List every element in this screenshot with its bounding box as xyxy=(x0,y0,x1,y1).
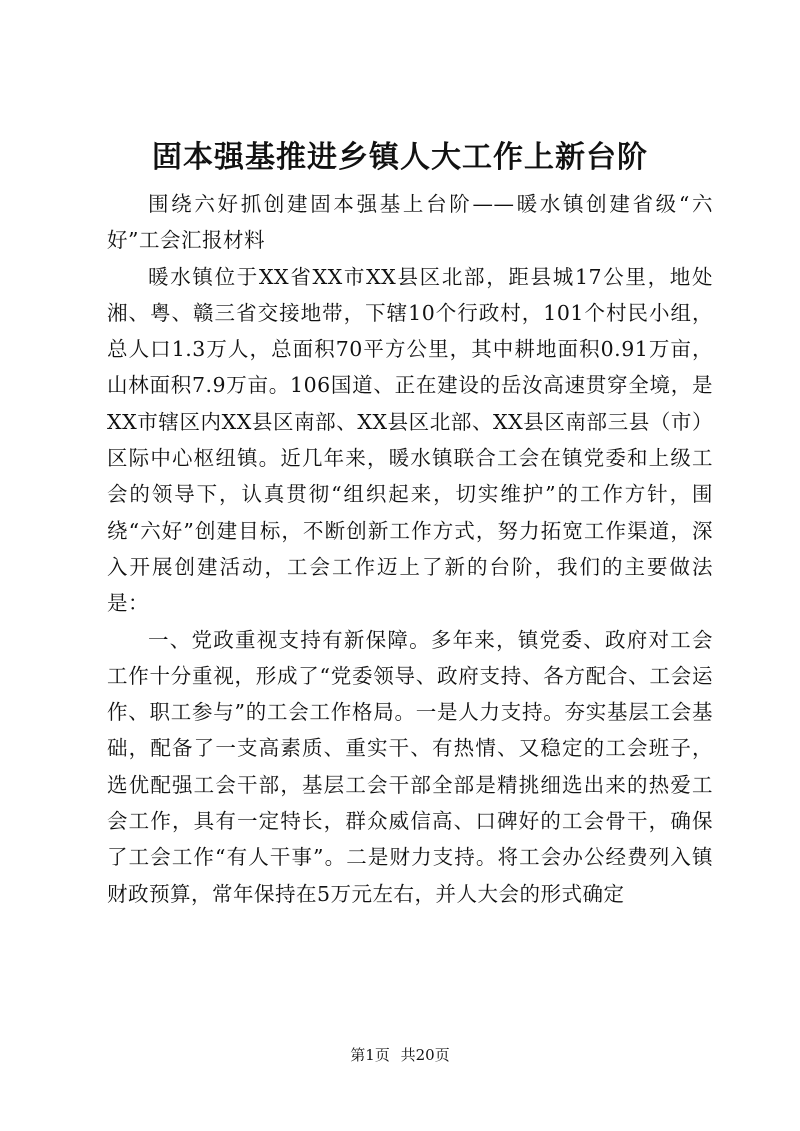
subtitle-paragraph: 围绕六好抓创建固本强基上台阶——暖水镇创建省级“六好”工会汇报材料 xyxy=(107,192,713,253)
document-title: 固本强基推进乡镇人大工作上新台阶 xyxy=(152,140,648,175)
document-body xyxy=(107,186,713,912)
page-number: 第1页 xyxy=(350,1046,390,1064)
section-one-paragraph: 一、党政重视支持有新保障。多年来，镇党委、政府对工会工作十分重视，形成了“党委领导、政府支持、各方配合、工会运作、职工参与”的工会工作格局。一是人力支持。夯实基层工会基础，配备了一支高素质、重实干、有热情、又稳定的工会班子，选优配强工会干部，基层工会干部全部是精挑细选出来的热爱工会工作，具有一定特长，群众威信高、口碑好的工会骨干，确保了工会工作“有人干事”。二是财力支持。将工会办公经费列入镇财政预算，常年保持在5万元左右，并人大会的形式确定 xyxy=(107,627,713,906)
page-total: 共20页 xyxy=(400,1046,450,1064)
page-footer xyxy=(0,1044,800,1066)
intro-paragraph: 暖水镇位于XX省XX市XX县区北部，距县城17公里，地处湘、粤、赣三省交接地带，下辖10个行政村，101个村民小组，总人口1.3万人，总面积70平方公里，其中耕地面积0.91万亩，山林面积7.9万亩。106国道、正在建设的岳汝高速贯穿全境，是XX市辖区内XX县区南部、XX县区北部、XX县区南部三县（市）区际中心枢纽镇。近几年来，暖水镇联合工会在镇党委和上级工会的领导下，认真贯彻“组织起来，切实维护”的工作方针，围绕“六好”创建目标，不断创新工作方式，努力拓宽工作渠道，深入开展创建活动，工会工作迈上了新的台阶，我们的主要做法是： xyxy=(107,264,713,616)
